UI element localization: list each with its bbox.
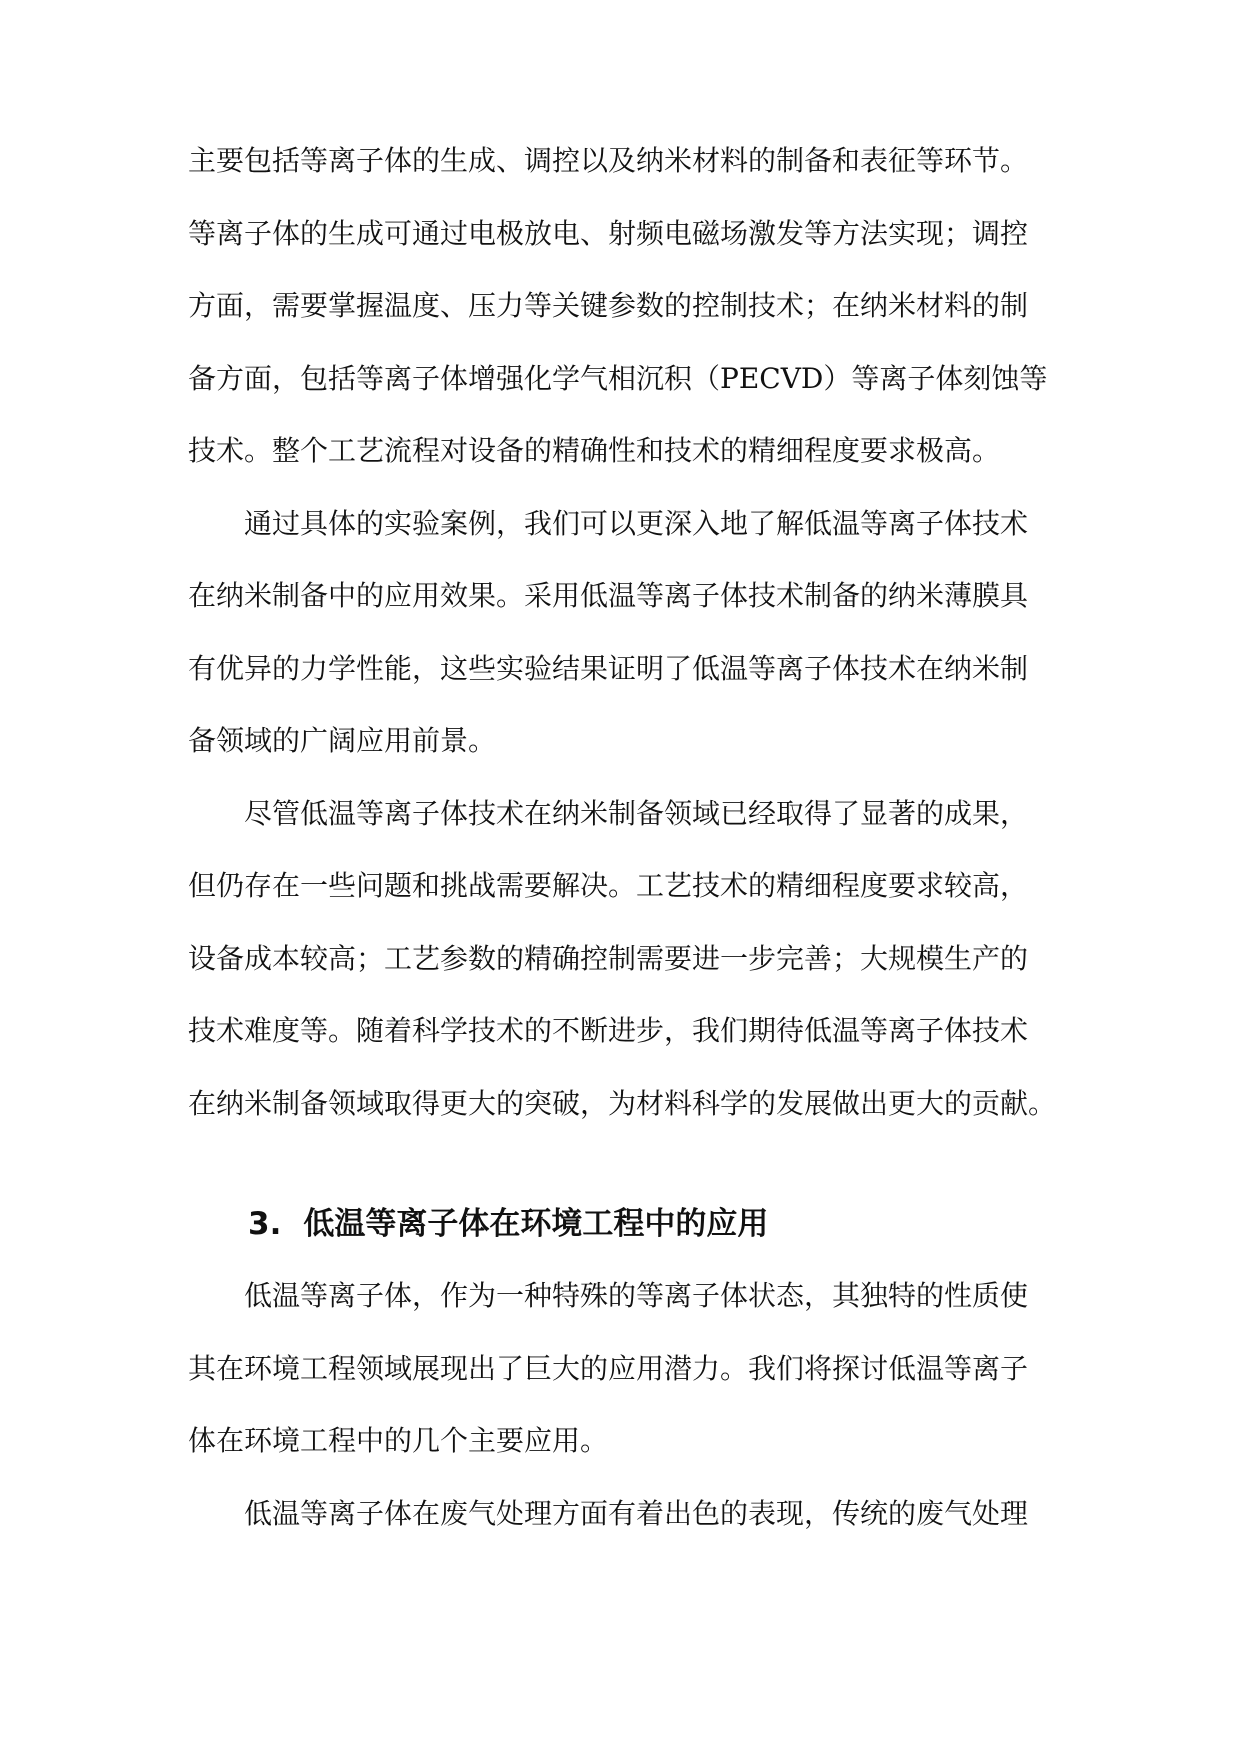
text-line: 低温等离子体，作为一种特殊的等离子体状态，其独特的性质使: [244, 1279, 1029, 1312]
text-line: 通过具体的实验案例，我们可以更深入地了解低温等离子体技术: [244, 506, 1029, 540]
text-line: 方面，需要掌握温度、压力等关键参数的控制技术；在纳米材料的制: [188, 289, 1029, 322]
section-heading: [188, 1161, 1068, 1281]
text-line: 体在环境工程中的几个主要应用。: [188, 1424, 609, 1457]
text-line: 低温等离子体在废气处理方面有着出色的表现，传统的废气处理: [244, 1496, 1029, 1530]
text-line: 技术难度等。随着科学技术的不断进步，我们期待低温等离子体技术: [188, 1014, 1029, 1047]
paragraph-exhaust: [188, 1496, 1068, 1572]
text-line: 设备成本较高；工艺参数的精确控制需要进一步完善；大规模生产的: [188, 941, 1029, 975]
section-title: 低温等离子体在环境工程中的应用: [303, 1206, 769, 1242]
text-line: 等离子体的生成可通过电极放电、射频电磁场激发等方法实现；调控: [188, 216, 1029, 250]
document-body: [188, 146, 1068, 1571]
text-line: 在纳米制备中的应用效果。采用低温等离子体技术制备的纳米薄膜具: [188, 579, 1029, 612]
text-line: 但仍存在一些问题和挑战需要解决。工艺技术的精细程度要求较高，: [188, 869, 1029, 902]
text-line: 备领域的广阔应用前景。: [188, 724, 497, 757]
paragraph-intro: [188, 1281, 1068, 1499]
text-line: 技术。整个工艺流程对设备的精确性和技术的精细程度要求极高。: [188, 434, 1001, 467]
paragraph-experiment: [188, 506, 1068, 799]
section-number: 3.: [248, 1206, 282, 1242]
text-line: 尽管低温等离子体技术在纳米制备领域已经取得了显著的成果，: [244, 796, 1029, 830]
text-line: 有优异的力学性能，这些实验结果证明了低温等离子体技术在纳米制: [188, 651, 1029, 685]
text-line: 在纳米制备领域取得更大的突破，为材料科学的发展做出更大的贡献。: [188, 1086, 1057, 1120]
paragraph-continued: [188, 146, 1068, 509]
text-line: 主要包括等离子体的生成、调控以及纳米材料的制备和表征等环节。: [188, 144, 1029, 177]
text-line: 其在环境工程领域展现出了巨大的应用潜力。我们将探讨低温等离子: [188, 1351, 1029, 1385]
text-line: 备方面，包括等离子体增强化学气相沉积（PECVD）等离子体刻蚀等: [188, 361, 1048, 395]
paragraph-challenges: [188, 796, 1068, 1162]
